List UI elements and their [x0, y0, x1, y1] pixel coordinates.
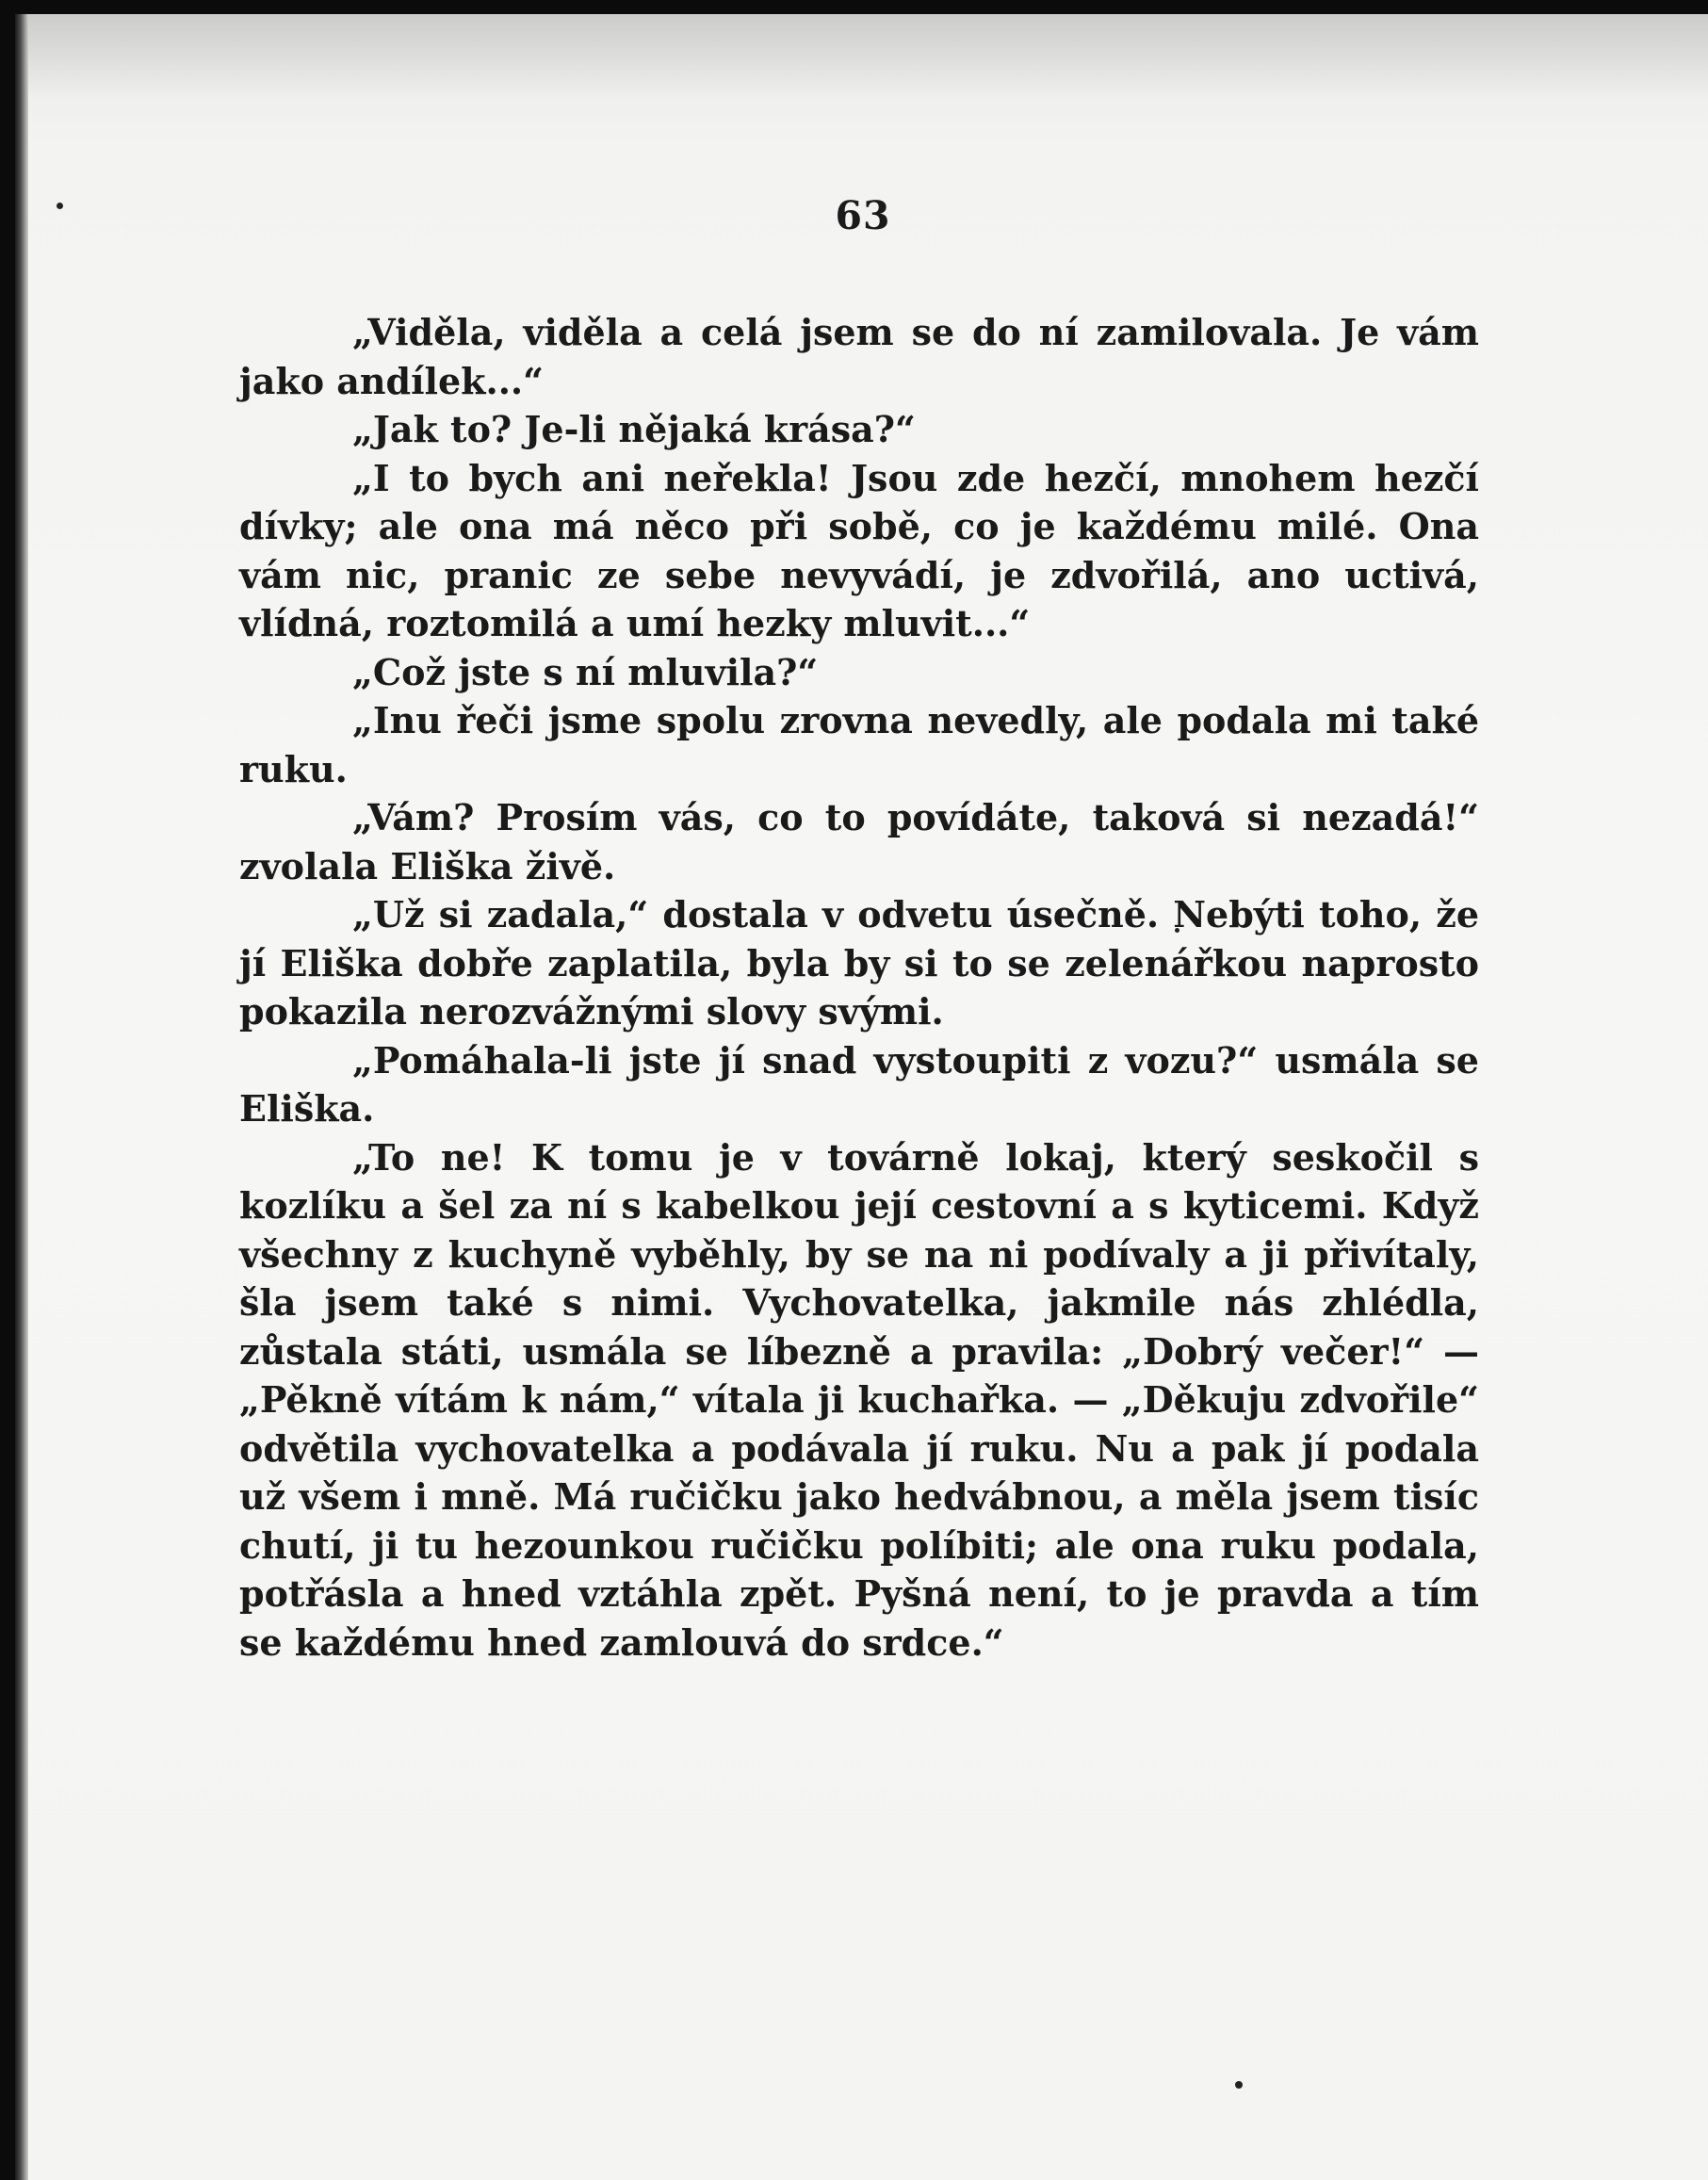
paragraph: „I to bych ani neřekla! Jsou zde hezčí, mnohem hezčí dívky; ale ona má něco při sobě, co je každému milé. Ona vám nic, pranic ze sebe nevyvádí, je zdvořilá, ano uctivá, vlídná, roztomilá a umí hezky mluvit...“	[239, 456, 1479, 644]
paragraph: „Což jste s ní mluvila?“	[352, 650, 819, 693]
body-text	[239, 308, 1479, 1667]
scan-shadow	[15, 14, 1708, 99]
paper-sheet	[15, 14, 1708, 2180]
dust-speck	[57, 203, 63, 209]
paragraph: „To ne! K tomu je v továrně lokaj, který seskočil s kozlíku a šel za ní s kabelkou její cestovní a s kyticemi. Když všechny z kuchyně vyběhly, by se na ni podívaly a ji přivítaly, šla jsem také s nimi. Vychovatelka, jakmile nás zhlédla, zůstala státi, usmála se líbezně a pravila: „Dobrý večer!“ — „Pěkně vítám k nám,“ vítala ji kuchařka. — „Děkuju zdvořile“ odvětila vychovatelka a podávala jí ruku. Nu a pak jí podala už všem i mně. Má ručičku jako hedvábnou, a měla jsem tisíc chutí, ji tu hezounkou ručičku políbiti; ale ona ruku podala, potřásla a hned vztáhla zpět. Pyšná není, to je pravda a tím se každému hned zamlouvá do srdce.“	[239, 1135, 1479, 1664]
paragraph: „Jak to? Je-li nějaká krása?“	[352, 408, 916, 450]
binding-edge	[15, 14, 28, 2180]
paragraph: „Vám? Prosím vás, co to povídáte, taková si nezadá!“ zvolala Eliška živě.	[239, 796, 1479, 887]
paragraph: „Inu řeči jsme spolu zrovna nevedly, ale podala mi také ruku.	[239, 699, 1479, 790]
page-number: 63	[835, 193, 891, 238]
dust-speck	[1235, 2081, 1243, 2089]
paragraph: „Viděla, viděla a celá jsem se do ní zamilovala. Je vám jako andílek...“	[239, 311, 1479, 402]
paragraph: „Pomáhala-li jste jí snad vystoupiti z vozu?“ usmála se Eliška.	[239, 1038, 1479, 1130]
paragraph: „Už si zadala,“ dostala v odvetu úsečně. Nebýti toho, že jí Eliška dobře zaplatila, byla by si to se zelenářkou naprosto pokazila nerozvážnými slovy svými.	[239, 893, 1479, 1033]
